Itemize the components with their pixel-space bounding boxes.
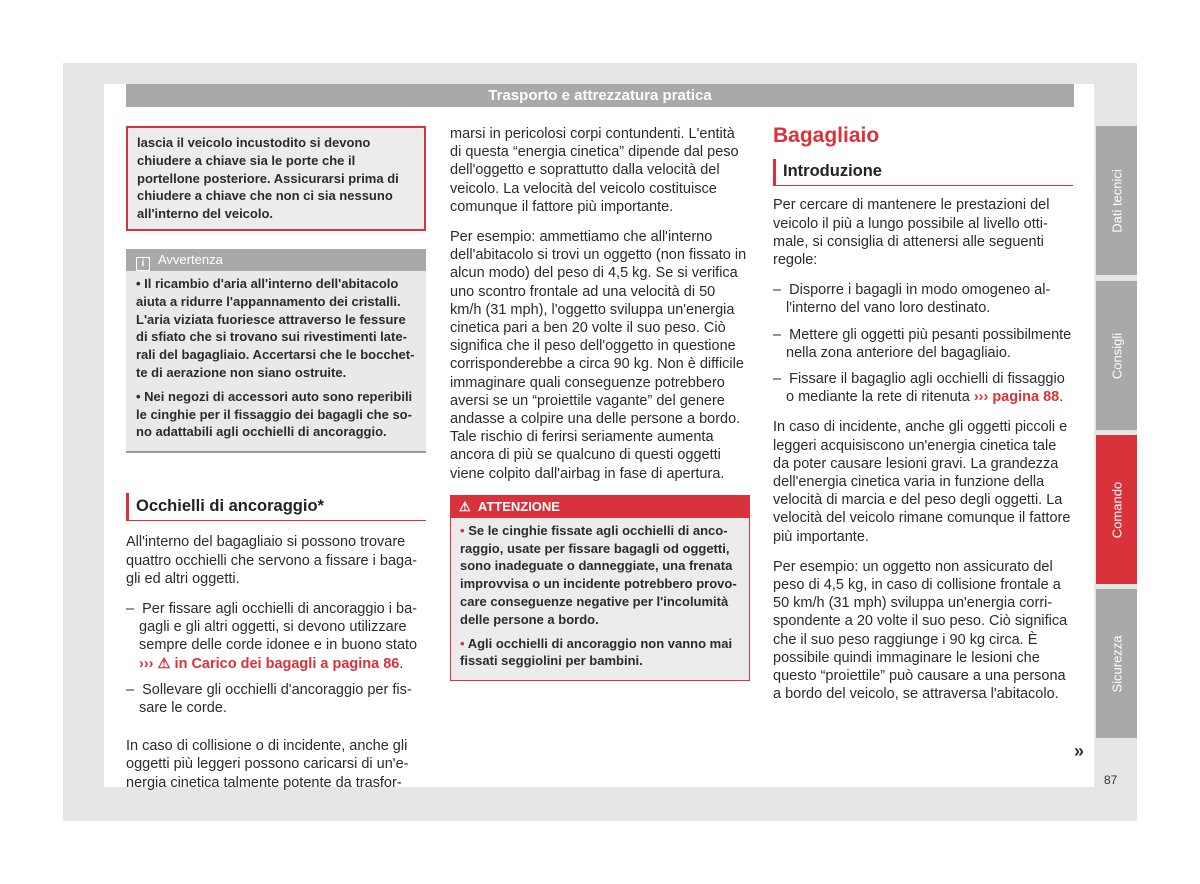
page-number: 87 <box>1104 773 1118 787</box>
column-right <box>773 125 1073 715</box>
paragraph: Per cercare di mantenere le prestazioni del veicolo il più a lungo possibile al livello ottimale, si consiglia di attenersi alle seguenti regole: <box>773 197 1050 269</box>
paragraph: In caso di incidente, anche gli oggetti piccoli e leggeri acquisiscono un'energia cinetica tale da poter causare lesioni gravi. La grandezza dell'energia cinetica varia in funzione della velocità di marcia e del peso degli oggetti. La velocità del veicolo rimane comunque il fattore più importante. <box>773 419 1071 545</box>
tab-consigli[interactable]: Consigli <box>1096 281 1137 430</box>
cross-reference-link[interactable]: ››› ⚠ in Carico dei bagagli a pagina 86 <box>139 655 400 672</box>
list-item: – Fissare il bagaglio agli occhielli di fissaggio o mediante la rete di ritenuta ››› pagina 88. <box>773 371 1065 406</box>
notice-box <box>126 249 426 453</box>
notice-title: Avvertenza <box>158 251 223 267</box>
list-item: – Mettere gli oggetti più pesanti possibilmente nella zona anteriore del bagagliaio. <box>773 326 1072 361</box>
notice-body <box>126 271 426 451</box>
warning-continuation-box: lascia il veicolo incustodito si devono chiudere a chiave sia le porte che il portellone posteriore. Assicurarsi prima di chiudere a chiave che non ci sia nessuno all'interno del veicolo. <box>126 126 426 231</box>
section-title-anchor-eyes: Occhielli di ancoraggio* <box>126 493 426 521</box>
tab-dati-tecnici[interactable]: Dati tecnici <box>1096 126 1137 275</box>
tab-comando[interactable]: Comando <box>1096 435 1137 584</box>
warning-item: • Agli occhielli di ancoraggio non vanno mai fissati seggiolini per bambini. <box>460 635 733 669</box>
paragraph: Per esempio: un oggetto non assicurato del peso di 4,5 kg, in caso di collisione frontale a 50 km/h (31 mph) sviluppa un'energia corrispondente a 20 volte il suo peso. Ciò significa che il suo peso raggiunge i 90 kg circa. È possibile quindi immaginare le lesioni che questo “proiettile” può causare a una persona a bordo del veicolo, se attraversa l'abitacolo. <box>773 558 1068 703</box>
list-item: – Per fissare agli occhielli di ancoraggio i bagagli e gli altri oggetti, si devono utilizzare sempre delle corde idonee e in buono stato ››› ⚠ in Carico dei bagagli a pagina 86. <box>126 600 418 672</box>
tab-sicurezza[interactable]: Sicurezza <box>1096 589 1137 738</box>
notice-header <box>126 249 426 271</box>
list-item: – Disporre i bagagli in modo omogeneo all'interno del vano loro destinato. <box>773 282 1051 317</box>
info-icon: i <box>136 257 150 271</box>
bullet-icon: • <box>460 635 465 651</box>
warning-title: ATTENZIONE <box>477 498 560 514</box>
continue-icon: » <box>1074 741 1085 761</box>
notice-item: • Nei negozi di accessori auto sono reperibili le cinghie per il fissaggio dei bagagli che sono adattabili agli occhielli di ancoraggio. <box>136 388 413 440</box>
notice-item: • Il ricambio d'aria all'interno dell'abitacolo aiuta a ridurre l'appannamento dei cristalli. L'aria viziata fuoriesce attraverso le fessure di sfiato che si trovano sui rivestimenti laterali del bagagliaio. Accertarsi che le bocchette di aerazione non siano ostruite. <box>136 275 415 380</box>
bullet-icon: • <box>460 522 465 538</box>
section-title-bagagliaio: Bagagliaio <box>773 124 880 147</box>
cross-reference-link[interactable]: ››› pagina 88 <box>973 389 1060 406</box>
warning-header <box>451 496 749 518</box>
column-left <box>126 125 426 804</box>
list-item: – Sollevare gli occhielli d'ancoraggio per fissare le corde. <box>126 681 412 716</box>
warning-box <box>450 495 750 681</box>
column-middle <box>450 125 750 681</box>
warning-item: • Se le cinghie fissate agli occhielli di ancoraggio, usate per fissare bagagli od oggetti, sono inadeguate o danneggiate, una frenata improvvisa o un incidente potrebbero provocare conseguenze negative per l'incolumità delle persone a bordo. <box>460 522 737 627</box>
warning-triangle-icon: ⚠ <box>459 498 471 514</box>
warning-body <box>451 518 749 680</box>
paragraph: All'interno del bagagliaio si possono trovare quattro occhielli che servono a fissare i bagagli ed altri oggetti. <box>126 534 417 587</box>
paragraph: In caso di collisione o di incidente, anche gli oggetti più leggeri possono caricarsi di un'energia cinetica talmente potente da trasfor- <box>126 738 409 791</box>
subsection-title-introduzione: Introduzione <box>773 159 1073 186</box>
paragraph: Per esempio: ammettiamo che all'interno dell'abitacolo si trovi un oggetto (non fissato in alcun modo) del peso di 4,5 kg. Se si verifica uno scontro frontale ad una velocità di 50 km/h (31 mph), l'oggetto sviluppa un'energia cinetica pari a ben 20 volte il suo peso. Ciò significa che il peso dell'oggetto in questione corrisponderebbe a circa 90 kg. Non è difficile immaginare quali conseguenze potrebbero aversi se un “proiettile vagante” del genere andasse a colpire una delle persone a bordo. Tale rischio di ferirsi seriamente aumenta ancora di più se qualcuno di questi oggetti viene colpito dall'airbag in fase di apertura. <box>450 229 747 482</box>
paragraph: marsi in pericolosi corpi contundenti. L'entità di questa “energia cinetica” dipende dal peso dell'oggetto e soprattutto dalla velocità del veicolo. La velocità del veicolo costituisce comunque il fattore più importante. <box>450 126 739 215</box>
chapter-header: Trasporto e attrezzatura pratica <box>126 84 1074 107</box>
